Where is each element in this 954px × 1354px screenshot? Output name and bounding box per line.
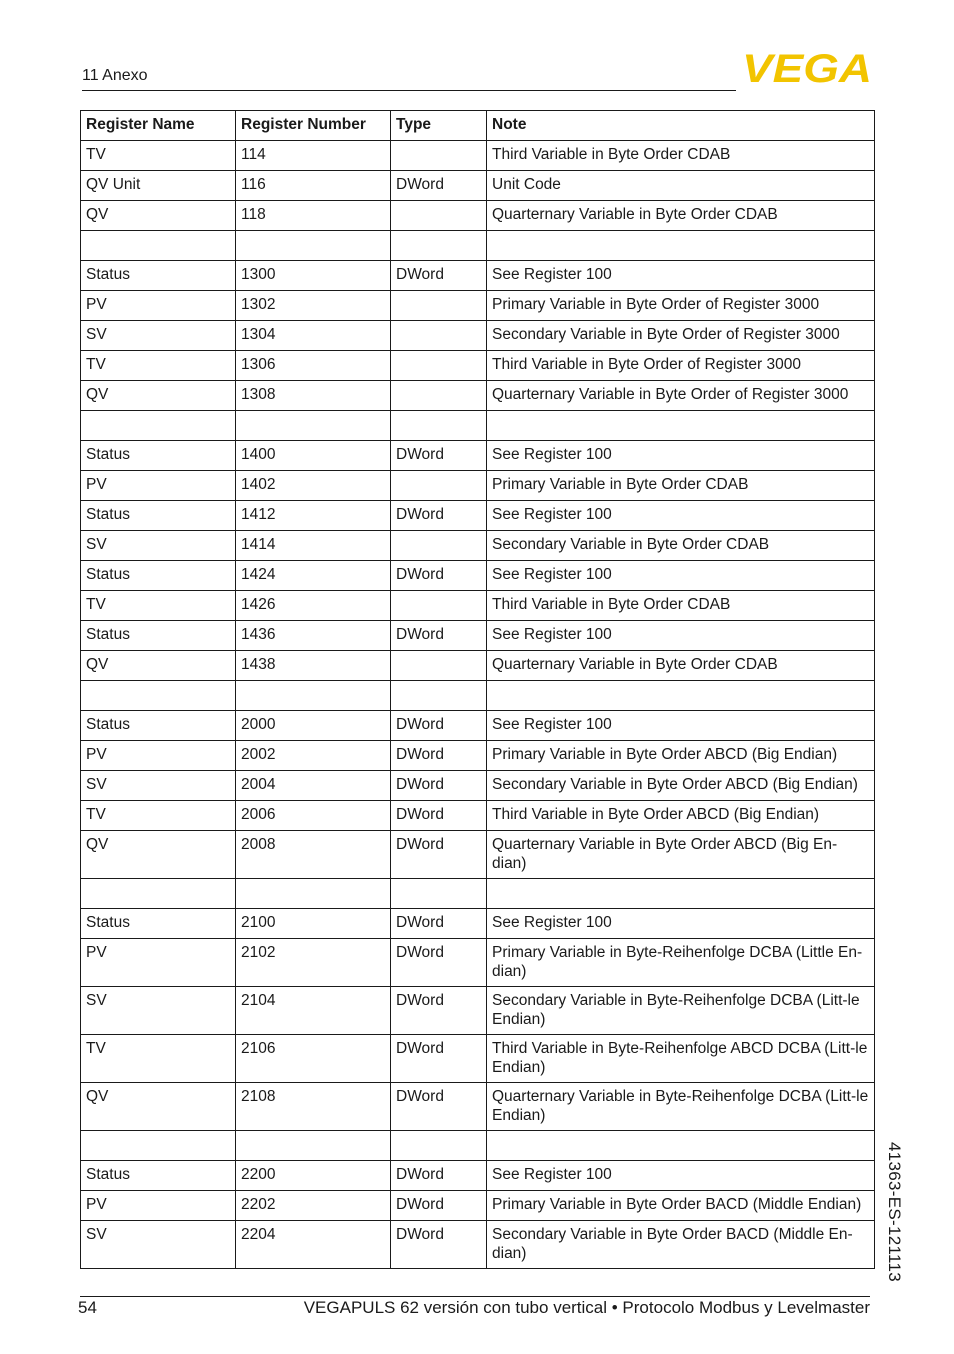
cell-register-number bbox=[236, 411, 391, 441]
document-code: 41363-ES-121113 bbox=[885, 1142, 904, 1282]
register-table bbox=[80, 110, 875, 1269]
footer-divider bbox=[80, 1296, 870, 1297]
cell-note: Secondary Variable in Byte Order BACD (Middle En-dian) bbox=[487, 1221, 875, 1269]
cell-note: Quarternary Variable in Byte Order CDAB bbox=[487, 201, 875, 231]
cell-type bbox=[391, 471, 487, 501]
cell-note: See Register 100 bbox=[487, 711, 875, 741]
cell-type bbox=[391, 201, 487, 231]
cell-type: DWord bbox=[391, 831, 487, 879]
table-row bbox=[81, 879, 875, 909]
table-row bbox=[81, 741, 875, 771]
cell-register-number: 1306 bbox=[236, 351, 391, 381]
cell-type: DWord bbox=[391, 987, 487, 1035]
cell-register-name: SV bbox=[81, 321, 236, 351]
cell-type: DWord bbox=[391, 1035, 487, 1083]
table-row bbox=[81, 621, 875, 651]
table-row bbox=[81, 141, 875, 171]
table-row bbox=[81, 801, 875, 831]
cell-note: Primary Variable in Byte Order BACD (Middle Endian) bbox=[487, 1191, 875, 1221]
cell-register-name: PV bbox=[81, 291, 236, 321]
cell-register-name: TV bbox=[81, 1035, 236, 1083]
cell-register-number bbox=[236, 681, 391, 711]
cell-register-number: 1308 bbox=[236, 381, 391, 411]
table-row bbox=[81, 591, 875, 621]
cell-type bbox=[391, 321, 487, 351]
table-row bbox=[81, 1131, 875, 1161]
cell-register-number: 114 bbox=[236, 141, 391, 171]
table-row bbox=[81, 939, 875, 987]
cell-type: DWord bbox=[391, 171, 487, 201]
cell-register-number: 2008 bbox=[236, 831, 391, 879]
cell-register-number: 2004 bbox=[236, 771, 391, 801]
cell-note bbox=[487, 231, 875, 261]
cell-register-name bbox=[81, 1131, 236, 1161]
cell-register-name: Status bbox=[81, 711, 236, 741]
cell-register-name: Status bbox=[81, 561, 236, 591]
cell-note: Secondary Variable in Byte Order of Register 3000 bbox=[487, 321, 875, 351]
cell-register-number: 2102 bbox=[236, 939, 391, 987]
table-row bbox=[81, 471, 875, 501]
cell-register-name: Status bbox=[81, 1161, 236, 1191]
table-header-row bbox=[81, 111, 875, 141]
cell-note: See Register 100 bbox=[487, 561, 875, 591]
cell-register-name bbox=[81, 681, 236, 711]
cell-register-name: PV bbox=[81, 1191, 236, 1221]
cell-type bbox=[391, 531, 487, 561]
cell-note: See Register 100 bbox=[487, 261, 875, 291]
cell-register-number: 1414 bbox=[236, 531, 391, 561]
table-row bbox=[81, 411, 875, 441]
cell-register-number: 116 bbox=[236, 171, 391, 201]
cell-register-name: SV bbox=[81, 1221, 236, 1269]
cell-register-name: TV bbox=[81, 591, 236, 621]
cell-type bbox=[391, 291, 487, 321]
cell-type: DWord bbox=[391, 711, 487, 741]
page-number: 54 bbox=[78, 1298, 97, 1317]
cell-type bbox=[391, 141, 487, 171]
cell-register-name: Status bbox=[81, 501, 236, 531]
table-row bbox=[81, 291, 875, 321]
cell-register-number: 1426 bbox=[236, 591, 391, 621]
table-row bbox=[81, 561, 875, 591]
table-row bbox=[81, 909, 875, 939]
cell-type: DWord bbox=[391, 741, 487, 771]
cell-note: Third Variable in Byte Order CDAB bbox=[487, 141, 875, 171]
column-header-note: Note bbox=[487, 111, 875, 141]
cell-register-number: 2108 bbox=[236, 1083, 391, 1131]
cell-type: DWord bbox=[391, 1083, 487, 1131]
cell-note: See Register 100 bbox=[487, 501, 875, 531]
cell-register-number: 2006 bbox=[236, 801, 391, 831]
column-header-register-name: Register Name bbox=[81, 111, 236, 141]
cell-register-name bbox=[81, 231, 236, 261]
cell-type: DWord bbox=[391, 621, 487, 651]
cell-type: DWord bbox=[391, 801, 487, 831]
cell-note: See Register 100 bbox=[487, 909, 875, 939]
cell-register-name bbox=[81, 879, 236, 909]
table-row bbox=[81, 501, 875, 531]
table-row bbox=[81, 441, 875, 471]
cell-register-name: Status bbox=[81, 261, 236, 291]
cell-type: DWord bbox=[391, 909, 487, 939]
cell-type bbox=[391, 1131, 487, 1161]
cell-note: Secondary Variable in Byte-Reihenfolge DCBA (Litt-le Endian) bbox=[487, 987, 875, 1035]
cell-register-number bbox=[236, 231, 391, 261]
cell-register-name: QV bbox=[81, 1083, 236, 1131]
cell-note: Quarternary Variable in Byte Order ABCD (Big En-dian) bbox=[487, 831, 875, 879]
cell-register-number: 1302 bbox=[236, 291, 391, 321]
cell-register-name: SV bbox=[81, 771, 236, 801]
cell-note: See Register 100 bbox=[487, 621, 875, 651]
cell-register-number: 1300 bbox=[236, 261, 391, 291]
cell-register-name: Status bbox=[81, 621, 236, 651]
cell-type bbox=[391, 879, 487, 909]
cell-register-name: QV Unit bbox=[81, 171, 236, 201]
cell-register-number: 2202 bbox=[236, 1191, 391, 1221]
cell-register-number: 2100 bbox=[236, 909, 391, 939]
cell-note: Secondary Variable in Byte Order CDAB bbox=[487, 531, 875, 561]
cell-register-name: SV bbox=[81, 531, 236, 561]
cell-note: Primary Variable in Byte Order of Register 3000 bbox=[487, 291, 875, 321]
column-header-type: Type bbox=[391, 111, 487, 141]
table-row bbox=[81, 381, 875, 411]
cell-register-number: 1424 bbox=[236, 561, 391, 591]
cell-note bbox=[487, 681, 875, 711]
cell-register-number: 2104 bbox=[236, 987, 391, 1035]
cell-type bbox=[391, 351, 487, 381]
section-title: 11 Anexo bbox=[82, 67, 148, 84]
table-row bbox=[81, 987, 875, 1035]
cell-register-name: PV bbox=[81, 741, 236, 771]
cell-register-name: PV bbox=[81, 471, 236, 501]
cell-register-name bbox=[81, 411, 236, 441]
cell-type: DWord bbox=[391, 771, 487, 801]
cell-type: DWord bbox=[391, 939, 487, 987]
cell-register-number: 2106 bbox=[236, 1035, 391, 1083]
cell-note bbox=[487, 411, 875, 441]
cell-note: Quarternary Variable in Byte-Reihenfolge DCBA (Litt-le Endian) bbox=[487, 1083, 875, 1131]
cell-type: DWord bbox=[391, 561, 487, 591]
cell-register-number: 2200 bbox=[236, 1161, 391, 1191]
cell-type bbox=[391, 231, 487, 261]
cell-register-name: PV bbox=[81, 939, 236, 987]
table-row bbox=[81, 681, 875, 711]
table-row bbox=[81, 771, 875, 801]
cell-type: DWord bbox=[391, 441, 487, 471]
table-body bbox=[81, 141, 875, 1269]
table-row bbox=[81, 1161, 875, 1191]
cell-note: Primary Variable in Byte-Reihenfolge DCBA (Little En-dian) bbox=[487, 939, 875, 987]
cell-register-name: QV bbox=[81, 651, 236, 681]
cell-register-number: 1304 bbox=[236, 321, 391, 351]
table-row bbox=[81, 231, 875, 261]
cell-type bbox=[391, 651, 487, 681]
cell-register-name: Status bbox=[81, 441, 236, 471]
cell-register-name: QV bbox=[81, 831, 236, 879]
cell-register-number: 1412 bbox=[236, 501, 391, 531]
cell-type bbox=[391, 411, 487, 441]
cell-register-number: 1402 bbox=[236, 471, 391, 501]
cell-type bbox=[391, 381, 487, 411]
cell-type bbox=[391, 591, 487, 621]
cell-note: Quarternary Variable in Byte Order of Register 3000 bbox=[487, 381, 875, 411]
header-divider bbox=[82, 90, 736, 91]
cell-note: Third Variable in Byte Order ABCD (Big Endian) bbox=[487, 801, 875, 831]
cell-register-number: 2000 bbox=[236, 711, 391, 741]
table-row bbox=[81, 651, 875, 681]
table-row bbox=[81, 351, 875, 381]
cell-note: Third Variable in Byte-Reihenfolge ABCD DCBA (Litt-le Endian) bbox=[487, 1035, 875, 1083]
cell-register-number: 2204 bbox=[236, 1221, 391, 1269]
cell-register-name: SV bbox=[81, 987, 236, 1035]
cell-note: Primary Variable in Byte Order CDAB bbox=[487, 471, 875, 501]
cell-note: Third Variable in Byte Order of Register 3000 bbox=[487, 351, 875, 381]
table-row bbox=[81, 201, 875, 231]
table-row bbox=[81, 1191, 875, 1221]
table-row bbox=[81, 711, 875, 741]
cell-type: DWord bbox=[391, 1161, 487, 1191]
cell-register-name: TV bbox=[81, 141, 236, 171]
cell-register-name: Status bbox=[81, 909, 236, 939]
cell-register-number bbox=[236, 879, 391, 909]
cell-register-number: 1436 bbox=[236, 621, 391, 651]
vega-logo bbox=[741, 50, 873, 84]
cell-register-number bbox=[236, 1131, 391, 1161]
footer-title: VEGAPULS 62 versión con tubo vertical • Protocolo Modbus y Levelmaster bbox=[303, 1298, 870, 1317]
cell-type bbox=[391, 681, 487, 711]
cell-register-number: 1400 bbox=[236, 441, 391, 471]
cell-note: Unit Code bbox=[487, 171, 875, 201]
table-row bbox=[81, 261, 875, 291]
cell-note: Quarternary Variable in Byte Order CDAB bbox=[487, 651, 875, 681]
table-row bbox=[81, 831, 875, 879]
cell-note: See Register 100 bbox=[487, 1161, 875, 1191]
cell-note: Third Variable in Byte Order CDAB bbox=[487, 591, 875, 621]
cell-register-number: 1438 bbox=[236, 651, 391, 681]
cell-note: Secondary Variable in Byte Order ABCD (Big Endian) bbox=[487, 771, 875, 801]
cell-type: DWord bbox=[391, 501, 487, 531]
table-row bbox=[81, 1035, 875, 1083]
table-row bbox=[81, 531, 875, 561]
cell-register-name: QV bbox=[81, 201, 236, 231]
vega-logo-text: VEGA bbox=[742, 50, 872, 84]
cell-type: DWord bbox=[391, 1191, 487, 1221]
cell-register-number: 2002 bbox=[236, 741, 391, 771]
cell-register-name: QV bbox=[81, 381, 236, 411]
table-row bbox=[81, 171, 875, 201]
column-header-register-number: Register Number bbox=[236, 111, 391, 141]
cell-type: DWord bbox=[391, 1221, 487, 1269]
table-row bbox=[81, 321, 875, 351]
cell-note bbox=[487, 1131, 875, 1161]
cell-register-name: TV bbox=[81, 801, 236, 831]
table-row bbox=[81, 1221, 875, 1269]
cell-register-name: TV bbox=[81, 351, 236, 381]
cell-note bbox=[487, 879, 875, 909]
table-row bbox=[81, 1083, 875, 1131]
cell-note: Primary Variable in Byte Order ABCD (Big Endian) bbox=[487, 741, 875, 771]
cell-type: DWord bbox=[391, 261, 487, 291]
cell-note: See Register 100 bbox=[487, 441, 875, 471]
cell-register-number: 118 bbox=[236, 201, 391, 231]
